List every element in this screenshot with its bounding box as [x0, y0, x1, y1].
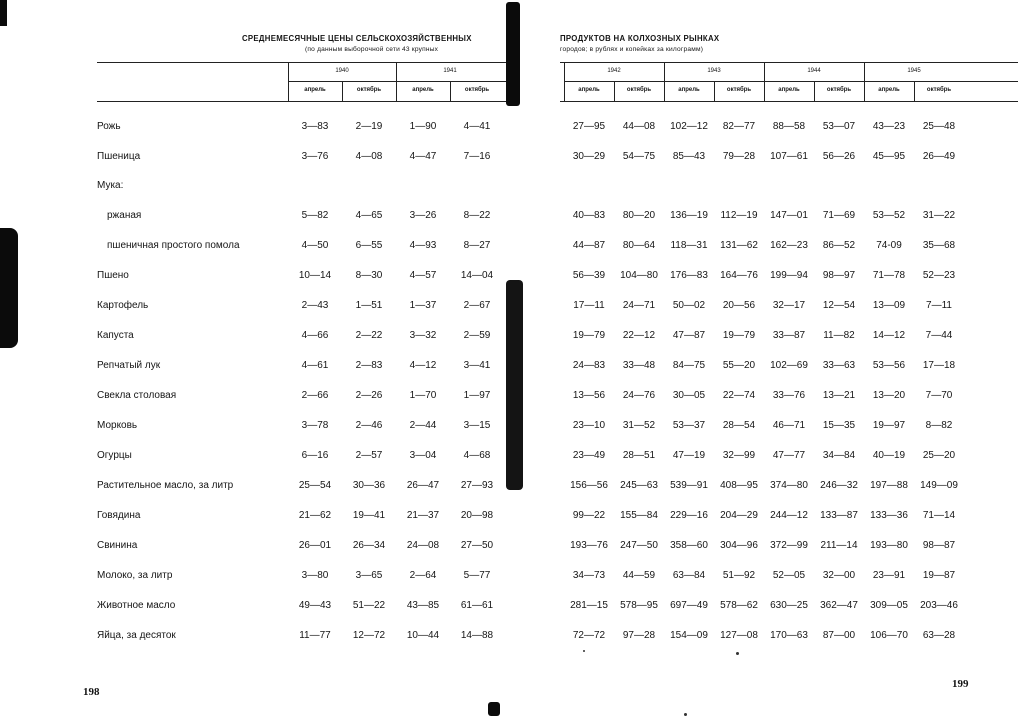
- table-cell: 2—19: [355, 121, 383, 132]
- table-cell: 32—99: [722, 450, 756, 461]
- table-cell: 4—65: [355, 210, 383, 221]
- table-cell: 13—09: [872, 300, 906, 311]
- table-cell: 578—95: [620, 600, 658, 611]
- row-label: Растительное масло, за литр: [97, 480, 234, 491]
- table-cell: 7—70: [925, 390, 953, 401]
- header-divider: [664, 62, 665, 101]
- table-cell: 28—54: [722, 420, 756, 431]
- table-cell: 24—08: [406, 540, 440, 551]
- table-cell: 247—50: [620, 540, 658, 551]
- table-cell: 127—08: [720, 630, 758, 641]
- table-cell: 2—22: [355, 330, 383, 341]
- table-cell: 51—92: [722, 570, 756, 581]
- table-cell: 5—82: [301, 210, 329, 221]
- row-label: Говядина: [97, 510, 141, 521]
- table-cell: 408—95: [720, 480, 758, 491]
- table-cell: 63—84: [672, 570, 706, 581]
- month-header: октябрь: [926, 87, 952, 93]
- table-cell: 204—29: [720, 510, 758, 521]
- table-cell: 23—91: [872, 570, 906, 581]
- table-cell: 131—62: [720, 240, 758, 251]
- row-label: Мука:: [97, 180, 124, 191]
- table-cell: 31—22: [922, 210, 956, 221]
- table-cell: 24—83: [572, 360, 606, 371]
- table-cell: 22—74: [722, 390, 756, 401]
- table-cell: 8—27: [463, 240, 491, 251]
- table-cell: 46—71: [772, 420, 806, 431]
- scan-speck: [583, 650, 585, 652]
- table-cell: 2—57: [355, 450, 383, 461]
- table-cell: 20—56: [722, 300, 756, 311]
- year-header-rule: [564, 81, 1018, 82]
- table-cell: 4—47: [409, 151, 437, 162]
- table-cell: 13—20: [872, 390, 906, 401]
- table-cell: 19—79: [722, 330, 756, 341]
- table-cell: 53—52: [872, 210, 906, 221]
- table-cell: 63—28: [922, 630, 956, 641]
- table-cell: 102—69: [770, 360, 808, 371]
- table-cell: 304—96: [720, 540, 758, 551]
- table-cell: 10—44: [406, 630, 440, 641]
- year-header: 1945: [907, 68, 921, 74]
- table-cell: 13—21: [822, 390, 856, 401]
- table-cell: 72—72: [572, 630, 606, 641]
- table-cell: 2—59: [463, 330, 491, 341]
- table-cell: 51—22: [352, 600, 386, 611]
- table-cell: 30—29: [572, 151, 606, 162]
- table-cell: 281—15: [570, 600, 608, 611]
- table-cell: 211—14: [820, 540, 858, 551]
- table-cell: 54—75: [622, 151, 656, 162]
- table-cell: 1—51: [355, 300, 383, 311]
- table-cell: 97—28: [622, 630, 656, 641]
- year-header: 1944: [807, 68, 821, 74]
- table-cell: 19—79: [572, 330, 606, 341]
- row-label: Свекла столовая: [97, 390, 177, 401]
- table-cell: 104—80: [620, 270, 658, 281]
- right-page-title: ПРОДУКТОВ НА КОЛХОЗНЫХ РЫНКАХ: [560, 34, 720, 43]
- table-cell: 11—77: [299, 630, 331, 641]
- table-cell: 88—58: [772, 121, 806, 132]
- table-cell: 4—08: [355, 151, 383, 162]
- row-label: Репчатый лук: [97, 360, 161, 371]
- table-cell: 8—30: [355, 270, 383, 281]
- table-cell: 26—47: [406, 480, 440, 491]
- table-cell: 10—14: [298, 270, 332, 281]
- table-cell: 3—78: [301, 420, 329, 431]
- table-cell: 11—82: [823, 330, 855, 341]
- table-cell: 19—41: [352, 510, 386, 521]
- table-cell: 22—12: [622, 330, 656, 341]
- table-cell: 4—61: [301, 360, 329, 371]
- table-cell: 154—09: [670, 630, 708, 641]
- row-label: Животное масло: [97, 600, 176, 611]
- table-cell: 80—20: [622, 210, 656, 221]
- table-cell: 24—71: [622, 300, 656, 311]
- table-cell: 3—04: [409, 450, 437, 461]
- table-cell: 3—32: [409, 330, 437, 341]
- table-cell: 102—12: [670, 121, 708, 132]
- month-header: октябрь: [356, 87, 382, 93]
- row-label: Морковь: [97, 420, 138, 431]
- row-label: Огурцы: [97, 450, 132, 461]
- month-header: октябрь: [464, 87, 490, 93]
- table-cell: 107—61: [770, 151, 808, 162]
- table-cell: 3—83: [301, 121, 329, 132]
- table-cell: 33—48: [622, 360, 656, 371]
- table-cell: 56—39: [572, 270, 606, 281]
- table-cell: 43—23: [872, 121, 906, 132]
- table-cell: 244—12: [770, 510, 808, 521]
- table-cell: 40—19: [872, 450, 906, 461]
- table-cell: 147—01: [770, 210, 808, 221]
- table-cell: 26—01: [298, 540, 332, 551]
- table-cell: 374—80: [770, 480, 808, 491]
- table-cell: 7—44: [925, 330, 953, 341]
- right-page-number: 199: [952, 678, 969, 690]
- table-cell: 32—17: [772, 300, 806, 311]
- table-cell: 53—56: [872, 360, 906, 371]
- table-cell: 19—87: [922, 570, 956, 581]
- table-cell: 33—87: [772, 330, 806, 341]
- table-cell: 71—69: [822, 210, 856, 221]
- table-top-rule: [560, 62, 1018, 63]
- table-cell: 20—98: [460, 510, 494, 521]
- table-cell: 86—52: [822, 240, 856, 251]
- table-cell: 31—52: [622, 420, 656, 431]
- table-cell: 1—37: [409, 300, 437, 311]
- table-cell: 15—35: [822, 420, 856, 431]
- header-bottom-rule: [560, 101, 1018, 102]
- table-cell: 12—72: [352, 630, 386, 641]
- table-cell: 112—19: [720, 210, 758, 221]
- table-cell: 4—12: [409, 360, 437, 371]
- table-cell: 27—50: [460, 540, 494, 551]
- right-page: [512, 0, 1024, 721]
- table-cell: 12—54: [822, 300, 856, 311]
- row-label: Пшеница: [97, 151, 141, 162]
- table-cell: 6—55: [355, 240, 383, 251]
- table-cell: 199—94: [770, 270, 808, 281]
- row-label: Яйца, за десяток: [97, 630, 176, 641]
- month-header: апрель: [778, 87, 800, 93]
- right-page-subtitle: городов; в рублях и копейках за килограмм): [560, 46, 704, 53]
- table-cell: 80—64: [622, 240, 656, 251]
- table-cell: 84—75: [672, 360, 706, 371]
- table-cell: 539—91: [670, 480, 708, 491]
- table-cell: 3—65: [355, 570, 383, 581]
- table-cell: 2—83: [355, 360, 383, 371]
- table-cell: 35—68: [922, 240, 956, 251]
- table-cell: 245—63: [620, 480, 658, 491]
- scan-speck: [736, 652, 739, 655]
- table-cell: 133—87: [820, 510, 858, 521]
- table-cell: 162—23: [770, 240, 808, 251]
- table-cell: 56—26: [822, 151, 856, 162]
- table-cell: 33—76: [772, 390, 806, 401]
- scan-binding-shadow: [506, 2, 520, 106]
- table-cell: 43—85: [406, 600, 440, 611]
- left-page-title: СРЕДНЕМЕСЯЧНЫЕ ЦЕНЫ СЕЛЬСКОХОЗЯЙСТВЕННЫХ: [242, 34, 472, 43]
- row-label: Картофель: [97, 300, 149, 311]
- table-cell: 24—76: [622, 390, 656, 401]
- table-cell: 71—14: [922, 510, 956, 521]
- table-cell: 8—22: [463, 210, 491, 221]
- table-cell: 99—22: [572, 510, 606, 521]
- table-cell: 1—97: [463, 390, 491, 401]
- row-label: Свинина: [97, 540, 138, 551]
- table-cell: 2—66: [301, 390, 329, 401]
- row-label: Молоко, за литр: [97, 570, 173, 581]
- table-cell: 6—16: [301, 450, 329, 461]
- table-cell: 40—83: [572, 210, 606, 221]
- table-cell: 4—57: [409, 270, 437, 281]
- table-cell: 7—16: [463, 151, 491, 162]
- scan-speck: [684, 713, 687, 716]
- table-cell: 17—11: [573, 300, 605, 311]
- month-header: октябрь: [726, 87, 752, 93]
- table-cell: 4—93: [409, 240, 437, 251]
- table-cell: 79—28: [722, 151, 756, 162]
- table-cell: 3—26: [409, 210, 437, 221]
- table-cell: 53—37: [672, 420, 706, 431]
- table-cell: 47—87: [672, 330, 706, 341]
- table-cell: 7—11: [926, 300, 952, 311]
- table-cell: 14—04: [460, 270, 494, 281]
- table-cell: 28—51: [622, 450, 656, 461]
- table-cell: 49—43: [298, 600, 332, 611]
- table-cell: 33—63: [822, 360, 856, 371]
- scan-edge-shadow: [0, 0, 7, 26]
- month-header: апрель: [878, 87, 900, 93]
- table-cell: 47—77: [772, 450, 806, 461]
- table-cell: 3—76: [301, 151, 329, 162]
- header-divider: [864, 62, 865, 101]
- header-bottom-rule: [97, 101, 510, 102]
- header-divider: [764, 62, 765, 101]
- table-cell: 2—26: [355, 390, 383, 401]
- month-header: октябрь: [626, 87, 652, 93]
- table-cell: 74-09: [876, 240, 902, 251]
- table-cell: 55—20: [722, 360, 756, 371]
- table-cell: 630—25: [770, 600, 808, 611]
- scan-speck: [488, 702, 500, 716]
- table-cell: 61—61: [460, 600, 494, 611]
- row-label: Пшено: [97, 270, 129, 281]
- table-cell: 45—95: [872, 151, 906, 162]
- table-cell: 164—76: [720, 270, 758, 281]
- month-header: апрель: [578, 87, 600, 93]
- left-page-subtitle: (по данным выборочной сети 43 крупных: [305, 46, 439, 53]
- year-header: 1941: [443, 68, 457, 74]
- table-cell: 2—67: [463, 300, 491, 311]
- table-cell: 4—41: [463, 121, 491, 132]
- table-cell: 2—64: [409, 570, 437, 581]
- table-top-rule: [97, 62, 510, 63]
- table-cell: 13—56: [572, 390, 606, 401]
- table-cell: 17—18: [922, 360, 956, 371]
- table-cell: 1—70: [409, 390, 437, 401]
- table-cell: 155—84: [620, 510, 658, 521]
- row-label: Капуста: [97, 330, 134, 341]
- year-header: 1942: [607, 68, 621, 74]
- table-cell: 2—43: [301, 300, 329, 311]
- table-cell: 4—68: [463, 450, 491, 461]
- table-cell: 5—77: [463, 570, 491, 581]
- table-cell: 14—12: [872, 330, 906, 341]
- table-cell: 30—36: [352, 480, 386, 491]
- table-cell: 197—88: [870, 480, 908, 491]
- table-cell: 27—95: [572, 121, 606, 132]
- table-cell: 26—34: [352, 540, 386, 551]
- table-cell: 1—90: [409, 121, 437, 132]
- table-cell: 193—76: [570, 540, 608, 551]
- row-label: Рожь: [97, 121, 121, 132]
- table-cell: 32—00: [822, 570, 856, 581]
- month-header: апрель: [412, 87, 434, 93]
- table-cell: 3—41: [463, 360, 491, 371]
- table-cell: 47—19: [672, 450, 706, 461]
- table-cell: 52—05: [772, 570, 806, 581]
- table-cell: 34—73: [572, 570, 606, 581]
- row-label: ржаная: [107, 210, 142, 221]
- table-cell: 133—36: [870, 510, 908, 521]
- table-cell: 34—84: [822, 450, 856, 461]
- table-cell: 2—44: [409, 420, 437, 431]
- table-cell: 697—49: [670, 600, 708, 611]
- table-cell: 44—87: [572, 240, 606, 251]
- table-cell: 176—83: [670, 270, 708, 281]
- table-cell: 309—05: [870, 600, 908, 611]
- table-cell: 362—47: [820, 600, 858, 611]
- table-cell: 149—09: [920, 480, 958, 491]
- table-cell: 8—82: [925, 420, 953, 431]
- table-cell: 3—15: [463, 420, 491, 431]
- table-cell: 98—87: [922, 540, 956, 551]
- table-cell: 27—93: [460, 480, 494, 491]
- table-cell: 4—50: [301, 240, 329, 251]
- table-cell: 50—02: [672, 300, 706, 311]
- table-cell: 26—49: [922, 151, 956, 162]
- table-cell: 23—10: [572, 420, 606, 431]
- month-header: октябрь: [826, 87, 852, 93]
- month-header: апрель: [304, 87, 326, 93]
- table-cell: 21—37: [406, 510, 440, 521]
- month-header: апрель: [678, 87, 700, 93]
- table-cell: 358—60: [670, 540, 708, 551]
- table-cell: 25—48: [922, 121, 956, 132]
- table-cell: 136—19: [670, 210, 708, 221]
- left-page-number: 198: [83, 686, 100, 698]
- table-cell: 203—46: [920, 600, 958, 611]
- table-cell: 170—63: [770, 630, 808, 641]
- table-cell: 21—62: [298, 510, 332, 521]
- table-cell: 372—99: [770, 540, 808, 551]
- table-cell: 578—62: [720, 600, 758, 611]
- table-cell: 52—23: [922, 270, 956, 281]
- table-cell: 71—78: [872, 270, 906, 281]
- table-cell: 3—80: [301, 570, 329, 581]
- scan-edge-shadow: [0, 228, 18, 348]
- table-cell: 19—97: [872, 420, 906, 431]
- table-cell: 30—05: [672, 390, 706, 401]
- table-cell: 246—32: [820, 480, 858, 491]
- table-cell: 87—00: [822, 630, 856, 641]
- table-cell: 44—08: [622, 121, 656, 132]
- table-cell: 25—20: [922, 450, 956, 461]
- table-cell: 53—07: [822, 121, 856, 132]
- scan-binding-shadow: [506, 280, 523, 490]
- table-cell: 85—43: [672, 151, 706, 162]
- year-header: 1943: [707, 68, 721, 74]
- year-header: 1940: [335, 68, 349, 74]
- table-cell: 44—59: [622, 570, 656, 581]
- table-cell: 82—77: [722, 121, 756, 132]
- table-cell: 229—16: [670, 510, 708, 521]
- table-cell: 118—31: [670, 240, 708, 251]
- table-cell: 25—54: [298, 480, 332, 491]
- table-cell: 4—66: [301, 330, 329, 341]
- table-cell: 98—97: [822, 270, 856, 281]
- table-cell: 106—70: [870, 630, 908, 641]
- year-header-rule: [288, 81, 510, 82]
- table-cell: 193—80: [870, 540, 908, 551]
- table-cell: 14—88: [460, 630, 494, 641]
- row-label: пшеничная простого помола: [107, 240, 240, 251]
- table-cell: 23—49: [572, 450, 606, 461]
- table-cell: 156—56: [570, 480, 608, 491]
- table-cell: 2—46: [355, 420, 383, 431]
